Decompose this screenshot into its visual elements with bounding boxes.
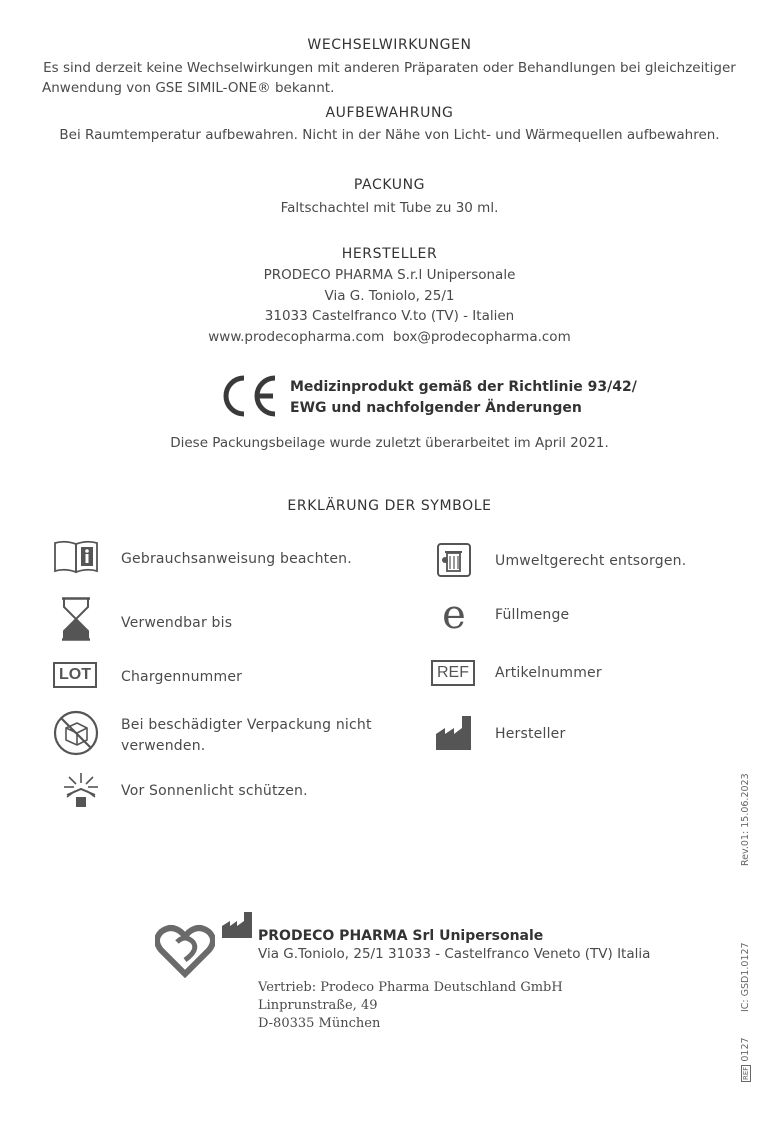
manufacturer-line1: PRODECO PHARMA S.r.l Unipersonale xyxy=(263,267,516,283)
symbol-label-e-mark: Füllmenge xyxy=(495,607,570,623)
prodeco-heart-logo-icon xyxy=(155,922,215,982)
side-ic-code: IC: GSD1.0127 xyxy=(740,942,751,1012)
package-title: PACKUNG xyxy=(353,177,426,193)
symbol-label-recycle: Umweltgerecht entsorgen. xyxy=(495,553,687,569)
revision-note: Diese Packungsbeilage wurde zuletzt überarbeitet im April 2021. xyxy=(170,435,609,451)
ref-icon: REF xyxy=(431,660,475,686)
footer-distributor-3: D-80335 München xyxy=(258,1016,381,1031)
lot-icon: LOT xyxy=(53,662,97,688)
manufacturer-web[interactable]: www.prodecopharma.com xyxy=(208,329,385,345)
side-ref-box: REF xyxy=(742,1066,750,1080)
footer-factory-icon xyxy=(222,912,253,942)
instructions-icon xyxy=(53,540,99,578)
symbols-title: ERKLÄRUNG DER SYMBOLE xyxy=(287,498,492,514)
package-text: Faltschachtel mit Tube zu 30 ml. xyxy=(280,200,499,216)
symbol-label-damaged-2: verwenden. xyxy=(121,738,206,754)
manufacturer-email[interactable]: box@prodecopharma.com xyxy=(392,329,571,345)
symbol-label-ref: Artikelnummer xyxy=(495,665,602,681)
symbol-label-factory: Hersteller xyxy=(495,726,566,742)
footer-distributor-1: Vertrieb: Prodeco Pharma Deutschland GmbH xyxy=(258,980,563,995)
symbol-label-sunlight: Vor Sonnenlicht schützen. xyxy=(121,783,308,799)
ce-mark-icon xyxy=(220,374,280,418)
manufacturer-line3: 31033 Castelfranco V.to (TV) - Italien xyxy=(264,308,515,324)
damaged-package-icon xyxy=(53,710,99,760)
recycle-bin-icon xyxy=(437,543,471,581)
ce-text-line1: Medizinprodukt gemäß der Richtlinie 93/42/ xyxy=(290,379,637,395)
hourglass-icon xyxy=(61,597,91,645)
e-mark-icon xyxy=(436,597,472,637)
factory-icon xyxy=(436,716,472,754)
interactions-text-2: Anwendung von GSE SIMIL-ONE® bekannt. xyxy=(42,80,335,96)
storage-text: Bei Raumtemperatur aufbewahren. Nicht in der Nähe von Licht- und Wärmequellen aufbewahren. xyxy=(59,127,720,143)
side-ref-code: 0127 xyxy=(740,1037,751,1062)
side-revision: Rev.01: 15.06.2023 xyxy=(740,773,751,866)
symbol-label-lot: Chargennummer xyxy=(121,669,243,685)
ce-text-line2: EWG und nachfolgender Änderungen xyxy=(290,400,582,416)
footer-distributor-2: Linprunstraße, 49 xyxy=(258,998,378,1013)
manufacturer-title: HERSTELLER xyxy=(341,246,438,262)
footer-company: PRODECO PHARMA Srl Unipersonale xyxy=(258,928,544,944)
manufacturer-line2: Via G. Toniolo, 25/1 xyxy=(324,288,455,304)
side-ref xyxy=(740,1037,751,1082)
interactions-title: WECHSELWIRKUNGEN xyxy=(307,37,472,53)
manufacturer-contact xyxy=(0,327,779,347)
storage-title: AUFBEWAHRUNG xyxy=(325,105,454,121)
interactions-text-1: Es sind derzeit keine Wechselwirkungen mit anderen Präparaten oder Behandlungen bei gleichzeitiger xyxy=(43,60,736,76)
symbol-label-instructions: Gebrauchsanweisung beachten. xyxy=(121,551,352,567)
footer-address: Via G.Toniolo, 25/1 31033 - Castelfranco Veneto (TV) Italia xyxy=(258,946,651,962)
svg-text:e: e xyxy=(442,597,466,633)
sunlight-icon xyxy=(61,771,101,813)
symbol-label-damaged-1: Bei beschädigter Verpackung nicht xyxy=(121,717,372,733)
symbol-label-hourglass: Verwendbar bis xyxy=(121,615,233,631)
